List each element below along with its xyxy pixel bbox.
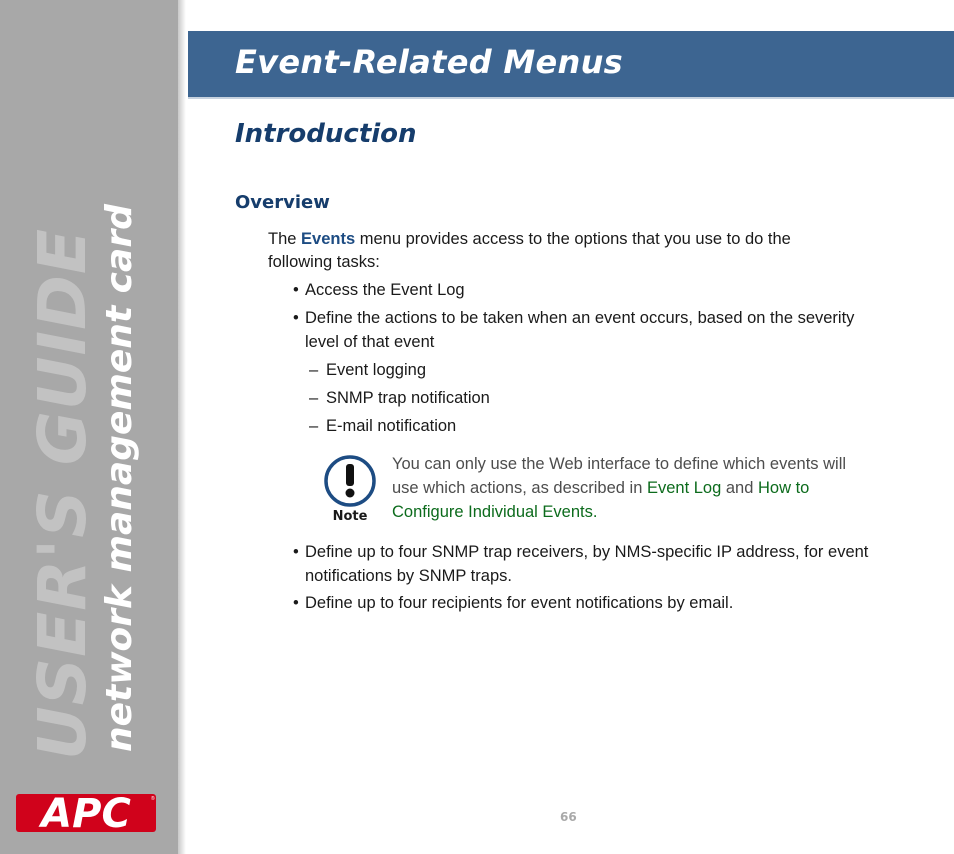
intro-paragraph xyxy=(268,228,858,274)
note-label: Note xyxy=(332,509,368,524)
list-item xyxy=(293,279,865,303)
list-item-text: Define up to four recipients for event notifications by email. xyxy=(305,594,734,612)
intro-post: menu provides access to the options that you use to do the following tasks: xyxy=(268,230,791,271)
sidebar-subtitle: network management card xyxy=(99,204,140,752)
sidebar-guide-text: USER'S GUIDE xyxy=(24,228,101,760)
dash-mark: – xyxy=(309,417,319,435)
list-item-text: Define the actions to be taken when an event occurs, based on the severity level of that event xyxy=(305,309,855,351)
dash-mark: – xyxy=(309,361,319,379)
sidebar xyxy=(0,0,178,854)
bullet-mark: • xyxy=(293,594,299,612)
sub-list-item xyxy=(309,359,426,382)
sub-list-item xyxy=(309,415,457,438)
section-title: Introduction xyxy=(235,119,417,149)
note-text xyxy=(392,452,867,524)
dash-mark: – xyxy=(309,389,319,407)
note-exclamation-icon xyxy=(322,452,378,526)
note-text-pre: You can only use the Web interface to define which events will use which actions, as described in xyxy=(392,455,847,497)
list-item xyxy=(293,592,875,616)
sidebar-shadow xyxy=(178,0,186,854)
subsection-title: Overview xyxy=(235,192,330,213)
bullet-mark: • xyxy=(293,281,299,299)
apc-logo-text: APC xyxy=(41,794,131,832)
list-item-text: Access the Event Log xyxy=(305,281,465,299)
list-item xyxy=(293,541,875,588)
sidebar-vertical-title xyxy=(24,204,140,760)
events-menu-keyword: Events xyxy=(301,230,356,248)
bullet-mark: • xyxy=(293,543,299,561)
link-configure-individual-events[interactable]: How to Configure Individual Events xyxy=(392,479,810,521)
intro-pre: The xyxy=(268,230,302,248)
sub-list-item-text: Event logging xyxy=(326,361,426,379)
sub-list-item xyxy=(309,387,490,410)
logo-trademark: ® xyxy=(151,796,155,802)
note-text-post: . xyxy=(592,503,598,521)
page-number: 66 xyxy=(560,810,577,824)
list-item-text: Define up to four SNMP trap receivers, by NMS-specific IP address, for event notifications by SNMP traps. xyxy=(305,543,869,585)
sub-list-item-text: E-mail notification xyxy=(326,417,457,435)
title-bar xyxy=(188,31,954,97)
link-event-log[interactable]: Event Log xyxy=(646,479,722,497)
sub-list-item-text: SNMP trap notification xyxy=(326,389,490,407)
list-item xyxy=(293,307,865,354)
note-text-mid: and xyxy=(721,479,758,497)
apc-logo xyxy=(16,794,156,832)
page-title: Event-Related Menus xyxy=(235,43,623,81)
title-divider xyxy=(188,97,954,99)
bullet-mark: • xyxy=(293,309,299,327)
